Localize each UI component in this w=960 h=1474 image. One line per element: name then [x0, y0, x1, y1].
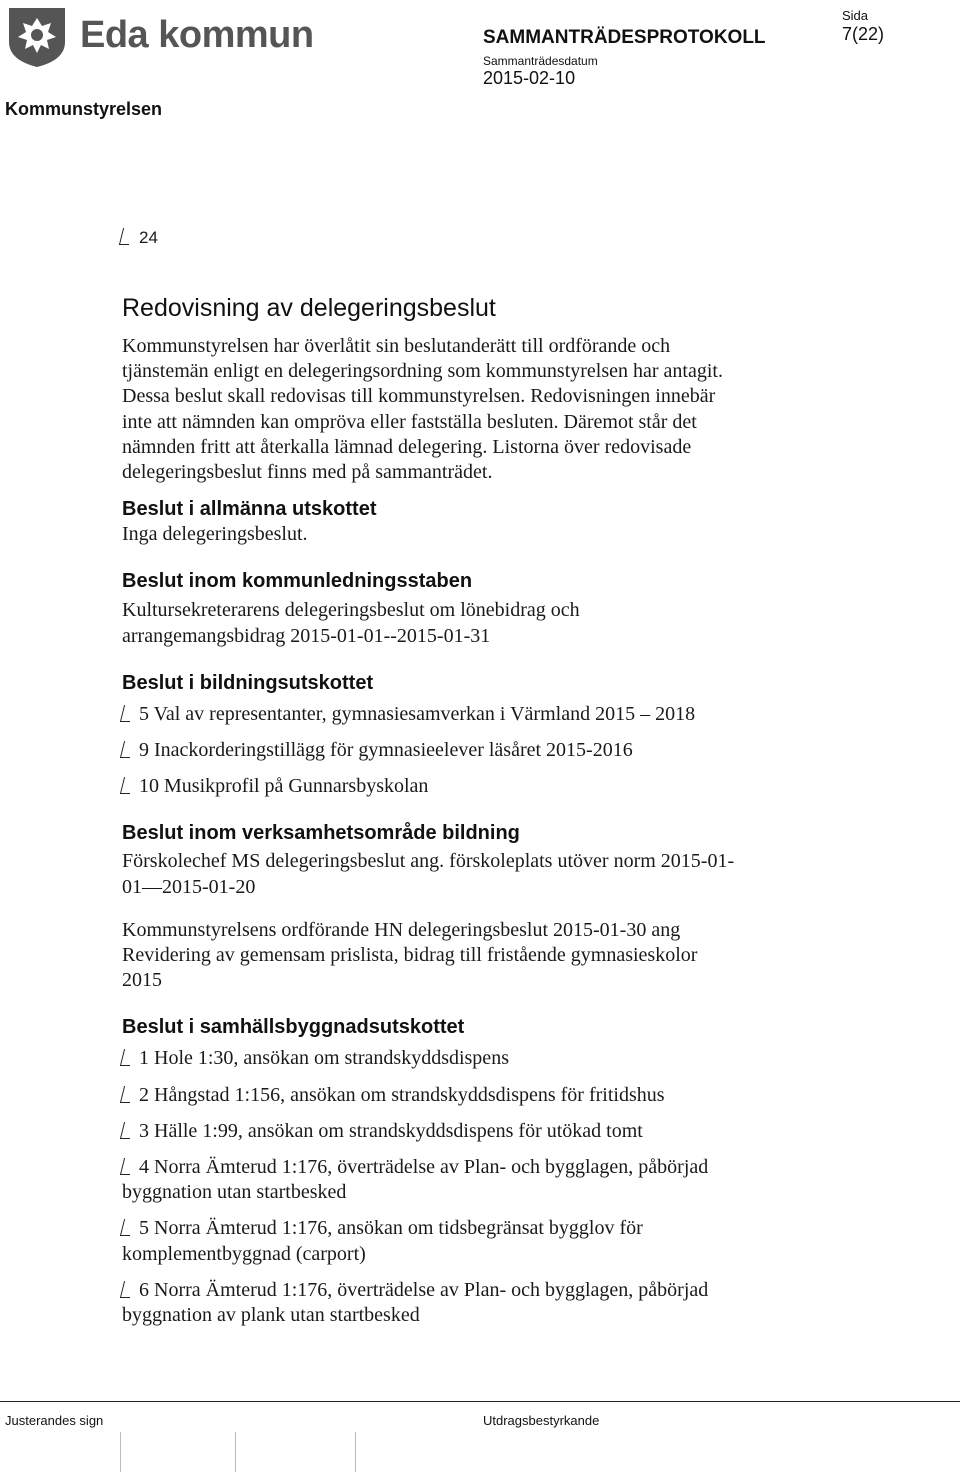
paragraph-mark-icon — [120, 1049, 134, 1066]
section-body — [122, 334, 812, 1328]
intro-line: nämnden fritt att återkalla lämnad delegering. Listorna över redovisade — [122, 435, 692, 458]
decision-item — [122, 738, 812, 763]
decision-item-text: 4 Norra Ämterud 1:176, överträdelse av Plan- och bygglagen, påbörjad — [139, 1156, 709, 1179]
heading-allmanna-utskottet: Beslut i allmänna utskottet — [122, 498, 377, 521]
decision-item — [122, 1278, 812, 1303]
intro-line: Kommunstyrelsen har överlåtit sin beslutanderätt till ordförande och — [122, 335, 671, 357]
logo-wordmark: Eda kommun — [80, 14, 314, 56]
intro-line: delegeringsbeslut finns med på sammanträdet. — [122, 461, 493, 484]
meeting-date: 2015-02-10 — [483, 68, 576, 88]
decision-item — [122, 1046, 812, 1071]
decision-item-continuation: komplementbyggnad (carport) — [122, 1242, 366, 1265]
decision-item-continuation: byggnation utan startbesked — [122, 1181, 347, 1204]
page-label: Sida — [842, 8, 869, 23]
decision-item-text: 10 Musikprofil på Gunnarsbyskolan — [139, 775, 429, 798]
decision-item-text: 5 Norra Ämterud 1:176, ansökan om tidsbegränsat bygglov för — [139, 1217, 643, 1240]
kommunledning-line: arrangemangsbidrag 2015-01-01--2015-01-31 — [122, 624, 491, 647]
signature-box-divider — [355, 1432, 356, 1472]
document-type: SAMMANTRÄDESPROTOKOLL — [483, 27, 766, 48]
signature-box-divider — [120, 1432, 121, 1472]
decision-item-text: 6 Norra Ämterud 1:176, överträdelse av Plan- och bygglagen, påbörjad — [139, 1278, 709, 1301]
decision-item-text: 9 Inackorderingstillägg för gymnasieelever läsåret 2015-2016 — [139, 739, 633, 762]
verksamhet-line: 01—2015-01-20 — [122, 875, 256, 898]
paragraph-mark-icon — [120, 777, 134, 794]
section-number-text: 24 — [139, 228, 158, 247]
paragraph-mark-icon — [120, 1086, 134, 1103]
decision-item — [122, 702, 812, 727]
verksamhet-line: Kommunstyrelsens ordförande HN delegeringsbeslut 2015-01-30 ang — [122, 918, 681, 941]
heading-kommunledningsstaben: Beslut inom kommunledningsstaben — [122, 570, 473, 593]
verksamhet-line: Förskolechef MS delegeringsbeslut ang. förskoleplats utöver norm 2015-01- — [122, 850, 735, 873]
verksamhet-line: Revidering av gemensam prislista, bidrag till fristående gymnasieskolor — [122, 944, 698, 967]
decision-item-text: 5 Val av representanter, gymnasiesamverkan i Värmland 2015 – 2018 — [139, 702, 696, 725]
decision-item — [122, 1083, 812, 1108]
allmanna-text: Inga delegeringsbeslut. — [122, 523, 308, 546]
heading-bildningsutskottet: Beslut i bildningsutskottet — [122, 671, 374, 694]
organization-name: Kommunstyrelsen — [5, 99, 163, 119]
decision-item — [122, 1216, 812, 1241]
paragraph-mark-icon — [120, 741, 134, 758]
paragraph-mark-icon — [120, 1281, 134, 1298]
signature-label: Justerandes sign — [5, 1413, 104, 1428]
verksamhet-line: 2015 — [122, 969, 162, 992]
decision-item — [122, 1119, 812, 1144]
page-number: 7(22) — [842, 24, 885, 44]
intro-line: tjänstemän enligt en delegeringsordning som kommunstyrelsen har antagit. — [122, 360, 723, 383]
paragraph-mark-icon — [120, 1158, 134, 1175]
section-number — [121, 228, 158, 248]
section-title: Redovisning av delegeringsbeslut — [122, 294, 496, 322]
decision-item-text: 2 Hångstad 1:156, ansökan om strandskyddsdispens för fritidshus — [139, 1083, 665, 1106]
extract-certification-label: Utdragsbestyrkande — [483, 1413, 600, 1428]
meeting-date-label: Sammanträdesdatum — [483, 54, 598, 68]
municipality-logo — [6, 4, 68, 68]
footer-divider — [0, 1401, 960, 1402]
decision-item — [122, 774, 812, 799]
intro-line: inte att nämnden kan ompröva eller fastställa besluten. Däremot står det — [122, 410, 697, 433]
heading-verksamhetsomrade-bildning: Beslut inom verksamhetsområde bildning — [122, 822, 520, 845]
paragraph-mark-icon — [120, 705, 134, 722]
paragraph-mark-icon — [119, 228, 133, 245]
intro-line: Dessa beslut skall redovisas till kommunstyrelsen. Redovisningen innebär — [122, 385, 716, 408]
kommunledning-line: Kultursekreterarens delegeringsbeslut om lönebidrag och — [122, 599, 580, 622]
signature-box-divider — [235, 1432, 236, 1472]
paragraph-mark-icon — [120, 1219, 134, 1236]
decision-item-continuation: byggnation av plank utan startbesked — [122, 1304, 420, 1327]
decision-item-text: 3 Hälle 1:99, ansökan om strandskyddsdispens för utökad tomt — [139, 1119, 643, 1142]
decision-item-text: 1 Hole 1:30, ansökan om strandskyddsdispens — [139, 1047, 509, 1070]
paragraph-mark-icon — [120, 1122, 134, 1139]
heading-samhallsbyggnadsutskottet: Beslut i samhällsbyggnadsutskottet — [122, 1016, 465, 1039]
decision-item — [122, 1155, 812, 1180]
